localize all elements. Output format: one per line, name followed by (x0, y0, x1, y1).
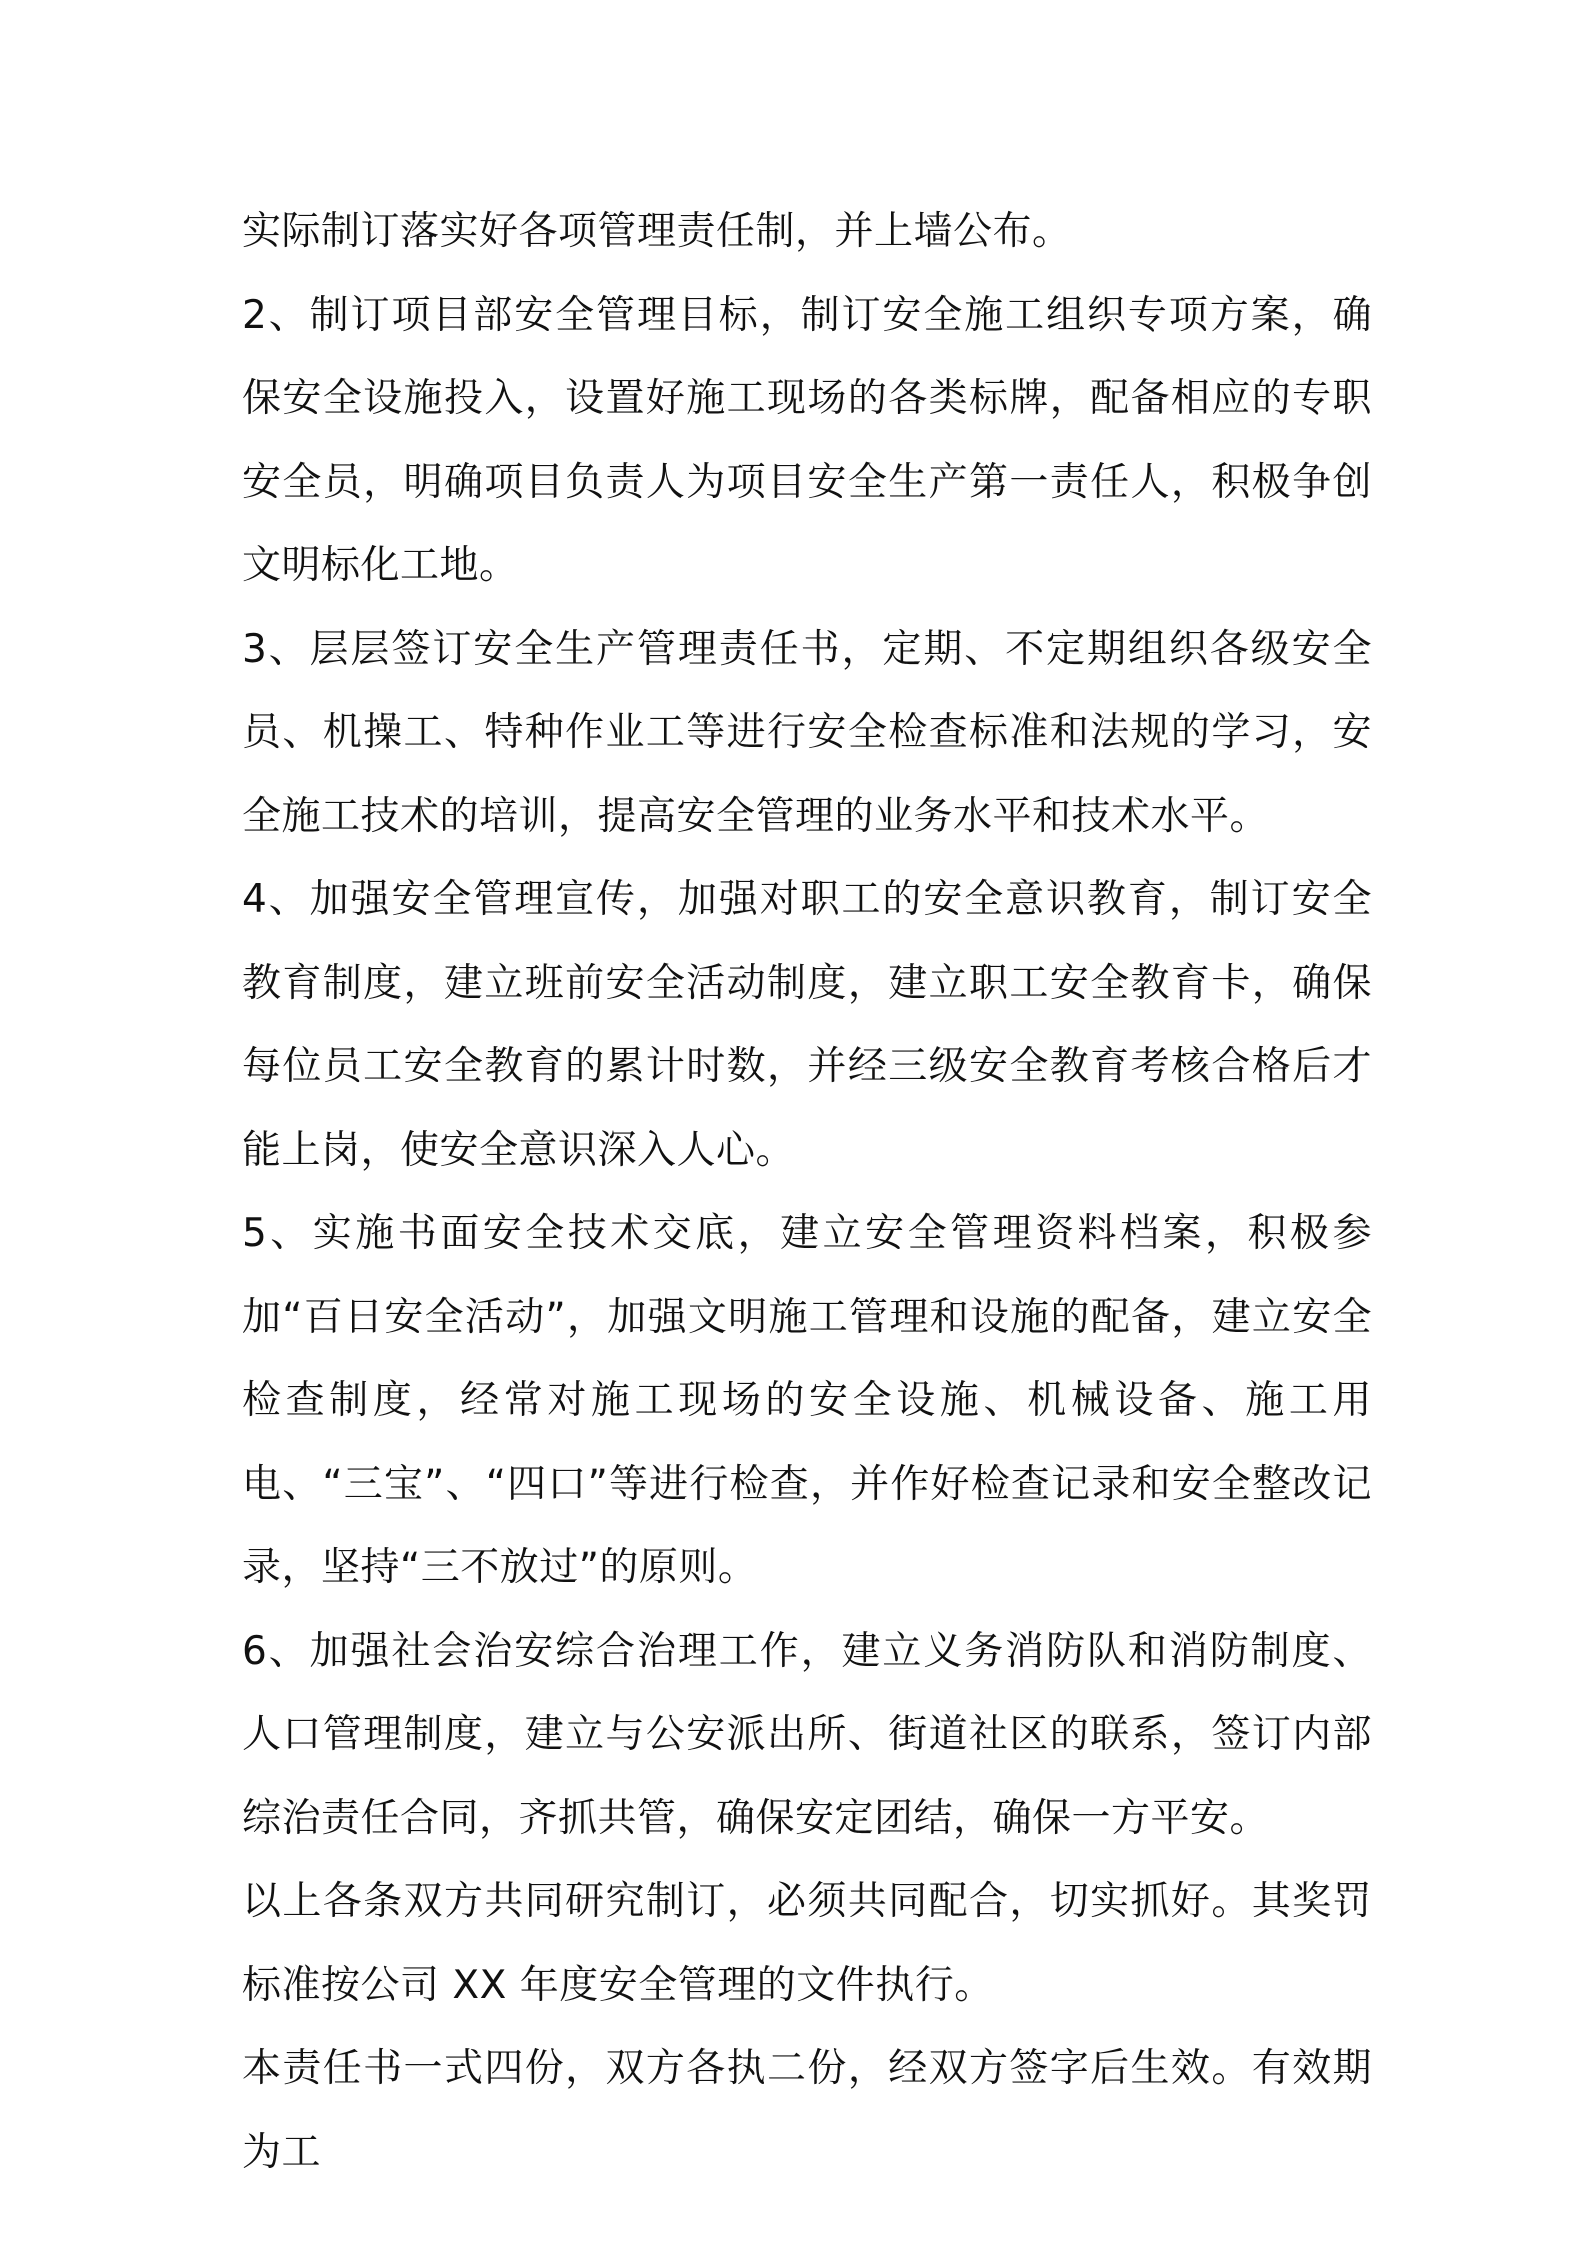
document-body (242, 190, 1372, 2194)
paragraph-6: 6、加强社会治安综合治理工作，建立义务消防队和消防制度、人口管理制度，建立与公安派出所、街道社区的联系，签订内部综治责任合同，齐抓共管，确保安定团结，确保一方平安。 (242, 1628, 1372, 1841)
paragraph-2: 2、制订项目部安全管理目标，制订安全施工组织专项方案，确保安全设施投入，设置好施工现场的各类标牌，配备相应的专职安全员，明确项目负责人为项目安全生产第一责任人，积极争创文明标化工地。 (242, 292, 1372, 588)
paragraph-8: 本责任书一式四份，双方各执二份，经双方签字后生效。有效期为工 (242, 2046, 1372, 2175)
paragraph-4: 4、加强安全管理宣传，加强对职工的安全意识教育，制订安全教育制度，建立班前安全活动制度，建立职工安全教育卡，确保每位员工安全教育的累计时数，并经三级安全教育考核合格后才能上岗，使安全意识深入人心。 (242, 877, 1372, 1173)
paragraph-3: 3、层层签订安全生产管理责任书，定期、不定期组织各级安全员、机操工、特种作业工等进行安全检查标准和法规的学习，安全施工技术的培训，提高安全管理的业务水平和技术水平。 (242, 626, 1372, 839)
paragraph-5: 5、实施书面安全技术交底，建立安全管理资料档案，积极参加“百日安全活动”，加强文明施工管理和设施的配备，建立安全检查制度，经常对施工现场的安全设施、机械设备、施工用电、“三宝”、“四口”等进行检查，并作好检查记录和安全整改记录，坚持“三不放过”的原则。 (242, 1211, 1372, 1590)
paragraph-1: 实际制订落实好各项管理责任制，并上墙公布。 (242, 209, 1072, 254)
paragraph-7: 以上各条双方共同研究制订，必须共同配合，切实抓好。其奖罚标准按公司 XX 年度安全管理的文件执行。 (242, 1879, 1372, 2008)
